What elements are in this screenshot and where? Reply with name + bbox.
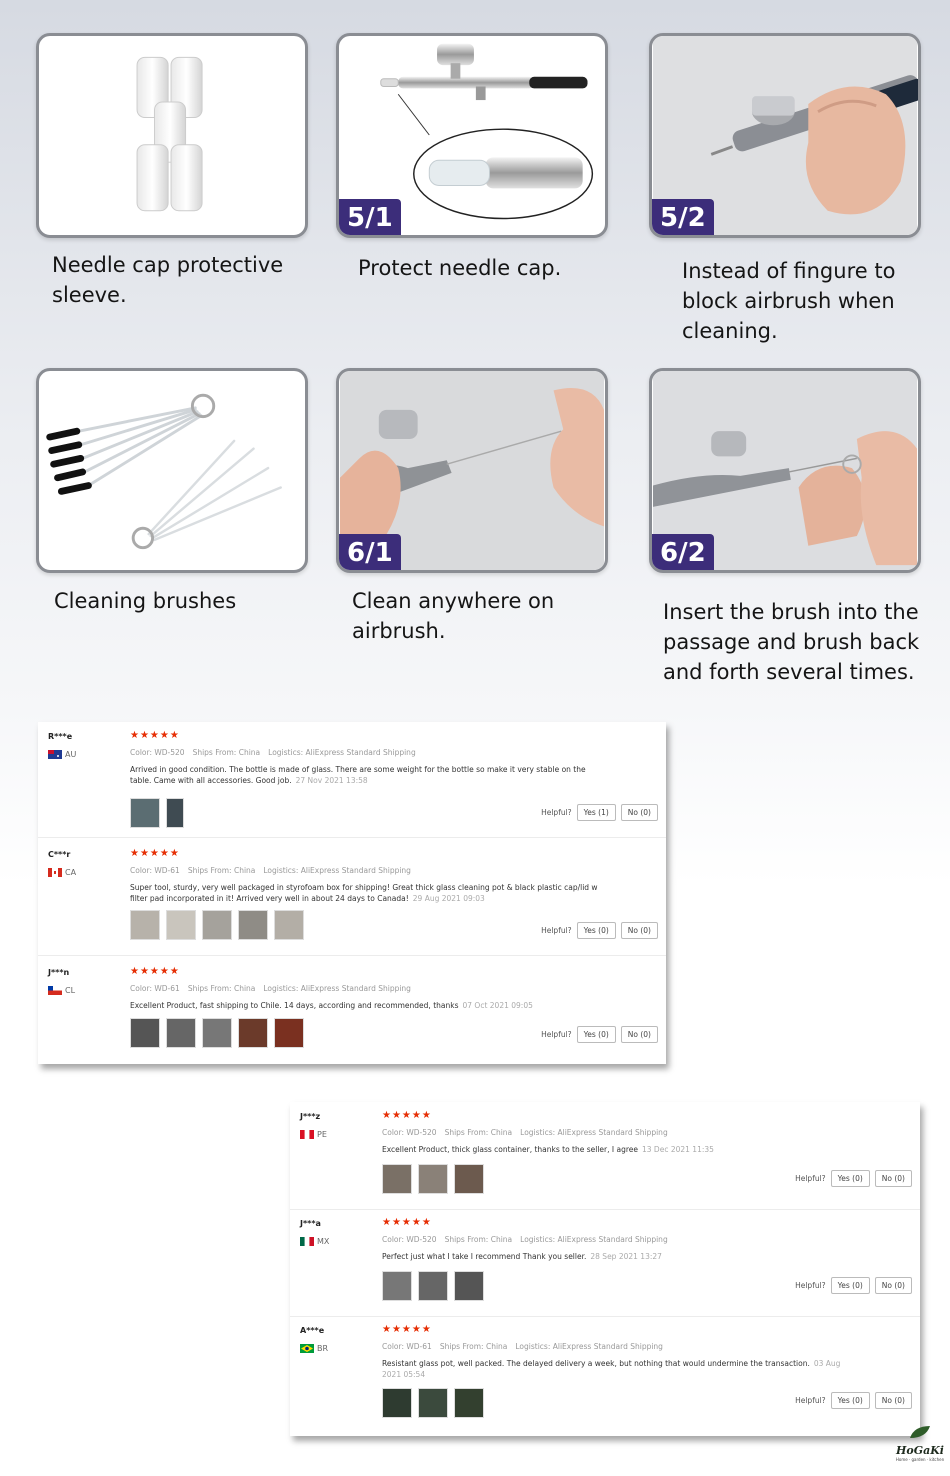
review-photo[interactable] — [166, 798, 184, 828]
review-photo[interactable] — [454, 1271, 484, 1301]
review-photo[interactable] — [418, 1271, 448, 1301]
needle-cap-sleeves-image — [39, 36, 305, 235]
helpful-yes-button[interactable]: Yes (0) — [831, 1277, 870, 1294]
flag-au-icon — [48, 750, 62, 759]
review-photo[interactable] — [382, 1164, 412, 1194]
leaf-icon — [908, 1424, 932, 1440]
review-item — [290, 1322, 920, 1432]
helpful-yes-button[interactable]: Yes (0) — [577, 1026, 616, 1043]
rating-stars: ★★★★★ — [130, 966, 180, 977]
flag-br-icon — [300, 1344, 314, 1353]
review-meta: Color: WD-520 Ships From: China Logistics: AliExpress Standard Shipping — [382, 1235, 668, 1244]
review-meta: Color: WD-61 Ships From: China Logistics: AliExpress Standard Shipping — [382, 1342, 663, 1351]
review-meta: Color: WD-520 Ships From: China Logistics: AliExpress Standard Shipping — [382, 1128, 668, 1137]
helpful-no-button[interactable]: No (0) — [875, 1170, 912, 1187]
helpful-label: Helpful? — [541, 926, 572, 935]
reviewer-country: PE — [300, 1130, 327, 1139]
rating-stars: ★★★★★ — [130, 848, 180, 859]
tile-needle-cap-sleeve — [36, 33, 308, 238]
reviewer-name: C***r — [48, 850, 71, 859]
review-text: Resistant glass pot, well packed. The delayed delivery a week, but nothing that would undermine the transaction. 03 Aug 2021 05:54 — [382, 1359, 841, 1379]
review-text: Excellent Product, fast shipping to Chile. 14 days, according and recommended, thanks 07 Oct 2021 09:05 — [130, 1001, 533, 1010]
review-photos — [130, 798, 184, 828]
reviewer-country: CA — [48, 868, 76, 877]
rating-stars: ★★★★★ — [382, 1324, 432, 1335]
review-text: Excellent Product, thick glass container, thanks to the seller, I agree 13 Dec 2021 11:35 — [382, 1145, 714, 1154]
caption-needle-cap-sleeve: Needle cap protective sleeve. — [52, 253, 284, 307]
review-photo[interactable] — [202, 1018, 232, 1048]
review-text: Super tool, sturdy, very well packaged in styrofoam box for shipping! Great thick glass cleaning pot & black plastic cap/lid w filter pad incorporated in it! Arrived very well in about 24 days to Canada! 29 Aug 2021 09:03 — [130, 883, 598, 903]
brand-logo: HoGaKi Home · garden · kitchen — [894, 1424, 946, 1462]
review-text: Arrived in good condition. The bottle is made of glass. There are some weight for the bottle so make it very stable on the table. Came with all accessories. Good job. 27 Nov 2021 13:58 — [130, 765, 586, 785]
review-photo[interactable] — [382, 1388, 412, 1418]
helpful-controls — [541, 804, 658, 821]
review-meta: Color: WD-520 Ships From: China Logistics: AliExpress Standard Shipping — [130, 748, 416, 757]
caption-clean-anywhere: Clean anywhere on airbrush. — [352, 589, 555, 643]
flag-mx-icon — [300, 1237, 314, 1246]
helpful-label: Helpful? — [795, 1281, 826, 1290]
review-panel-b — [290, 1102, 920, 1436]
review-photo[interactable] — [238, 1018, 268, 1048]
review-photo[interactable] — [418, 1388, 448, 1418]
helpful-no-button[interactable]: No (0) — [621, 804, 658, 821]
reviewer-name: R***e — [48, 732, 73, 741]
helpful-yes-button[interactable]: Yes (1) — [577, 804, 616, 821]
helpful-controls — [541, 922, 658, 939]
review-item — [38, 846, 666, 956]
step-badge: 5/1 — [339, 199, 401, 235]
review-photo[interactable] — [238, 910, 268, 940]
helpful-no-button[interactable]: No (0) — [875, 1392, 912, 1409]
reviewer-name: J***a — [300, 1219, 321, 1228]
rating-stars: ★★★★★ — [382, 1217, 432, 1228]
review-photo[interactable] — [202, 910, 232, 940]
review-photo[interactable] — [418, 1164, 448, 1194]
flag-ca-icon — [48, 868, 62, 877]
helpful-yes-button[interactable]: Yes (0) — [831, 1170, 870, 1187]
review-item — [290, 1215, 920, 1317]
review-item — [290, 1108, 920, 1210]
helpful-label: Helpful? — [541, 808, 572, 817]
review-photos — [130, 1018, 304, 1048]
helpful-controls — [795, 1277, 912, 1294]
review-photo[interactable] — [130, 910, 160, 940]
rating-stars: ★★★★★ — [130, 730, 180, 741]
review-photos — [130, 910, 304, 940]
review-text: Perfect just what I take I recommend Thank you seller. 28 Sep 2021 13:27 — [382, 1252, 662, 1261]
helpful-no-button[interactable]: No (0) — [621, 1026, 658, 1043]
review-photos — [382, 1388, 484, 1418]
tile-protect-needle-cap — [336, 33, 608, 238]
rating-stars: ★★★★★ — [382, 1110, 432, 1121]
caption-protect-needle-cap: Protect needle cap. — [358, 256, 562, 280]
helpful-yes-button[interactable]: Yes (0) — [831, 1392, 870, 1409]
helpful-label: Helpful? — [795, 1174, 826, 1183]
tile-clean-anywhere — [336, 368, 608, 573]
review-item — [38, 728, 666, 838]
review-photo[interactable] — [166, 1018, 196, 1048]
review-photo[interactable] — [166, 910, 196, 940]
flag-pe-icon — [300, 1130, 314, 1139]
reviewer-country: MX — [300, 1237, 329, 1246]
review-photo[interactable] — [454, 1164, 484, 1194]
review-meta: Color: WD-61 Ships From: China Logistics: AliExpress Standard Shipping — [130, 984, 411, 993]
review-panel-a — [38, 722, 666, 1064]
reviewer-name: J***n — [48, 968, 70, 977]
review-photo[interactable] — [382, 1271, 412, 1301]
review-photo[interactable] — [274, 1018, 304, 1048]
review-photo[interactable] — [130, 1018, 160, 1048]
reviewer-country: AU — [48, 750, 76, 759]
step-badge: 6/2 — [652, 534, 714, 570]
caption-cleaning-brushes: Cleaning brushes — [54, 589, 237, 613]
review-photo[interactable] — [274, 910, 304, 940]
step-badge: 5/2 — [652, 199, 714, 235]
helpful-label: Helpful? — [795, 1396, 826, 1405]
cleaning-brushes-image — [39, 371, 305, 570]
review-meta: Color: WD-61 Ships From: China Logistics: AliExpress Standard Shipping — [130, 866, 411, 875]
reviewer-name: A***e — [300, 1326, 325, 1335]
review-photos — [382, 1164, 484, 1194]
caption-block-airbrush: Instead of fingure to block airbrush when cleaning. — [682, 259, 896, 343]
helpful-controls — [541, 1026, 658, 1043]
tile-insert-brush — [649, 368, 921, 573]
reviewer-name: J***z — [300, 1112, 321, 1121]
helpful-yes-button[interactable]: Yes (0) — [577, 922, 616, 939]
helpful-controls — [795, 1392, 912, 1409]
caption-insert-brush: Insert the brush into the passage and brush back and forth several times. — [663, 600, 920, 684]
reviewer-country: CL — [48, 986, 75, 995]
helpful-controls — [795, 1170, 912, 1187]
helpful-no-button[interactable]: No (0) — [621, 922, 658, 939]
review-photo[interactable] — [454, 1388, 484, 1418]
helpful-label: Helpful? — [541, 1030, 572, 1039]
step-badge: 6/1 — [339, 534, 401, 570]
tile-block-airbrush — [649, 33, 921, 238]
review-photo[interactable] — [130, 798, 160, 828]
review-item — [38, 964, 666, 1060]
review-photos — [382, 1271, 484, 1301]
helpful-no-button[interactable]: No (0) — [875, 1277, 912, 1294]
tile-cleaning-brushes — [36, 368, 308, 573]
reviewer-country: BR — [300, 1344, 328, 1353]
flag-cl-icon — [48, 986, 62, 995]
